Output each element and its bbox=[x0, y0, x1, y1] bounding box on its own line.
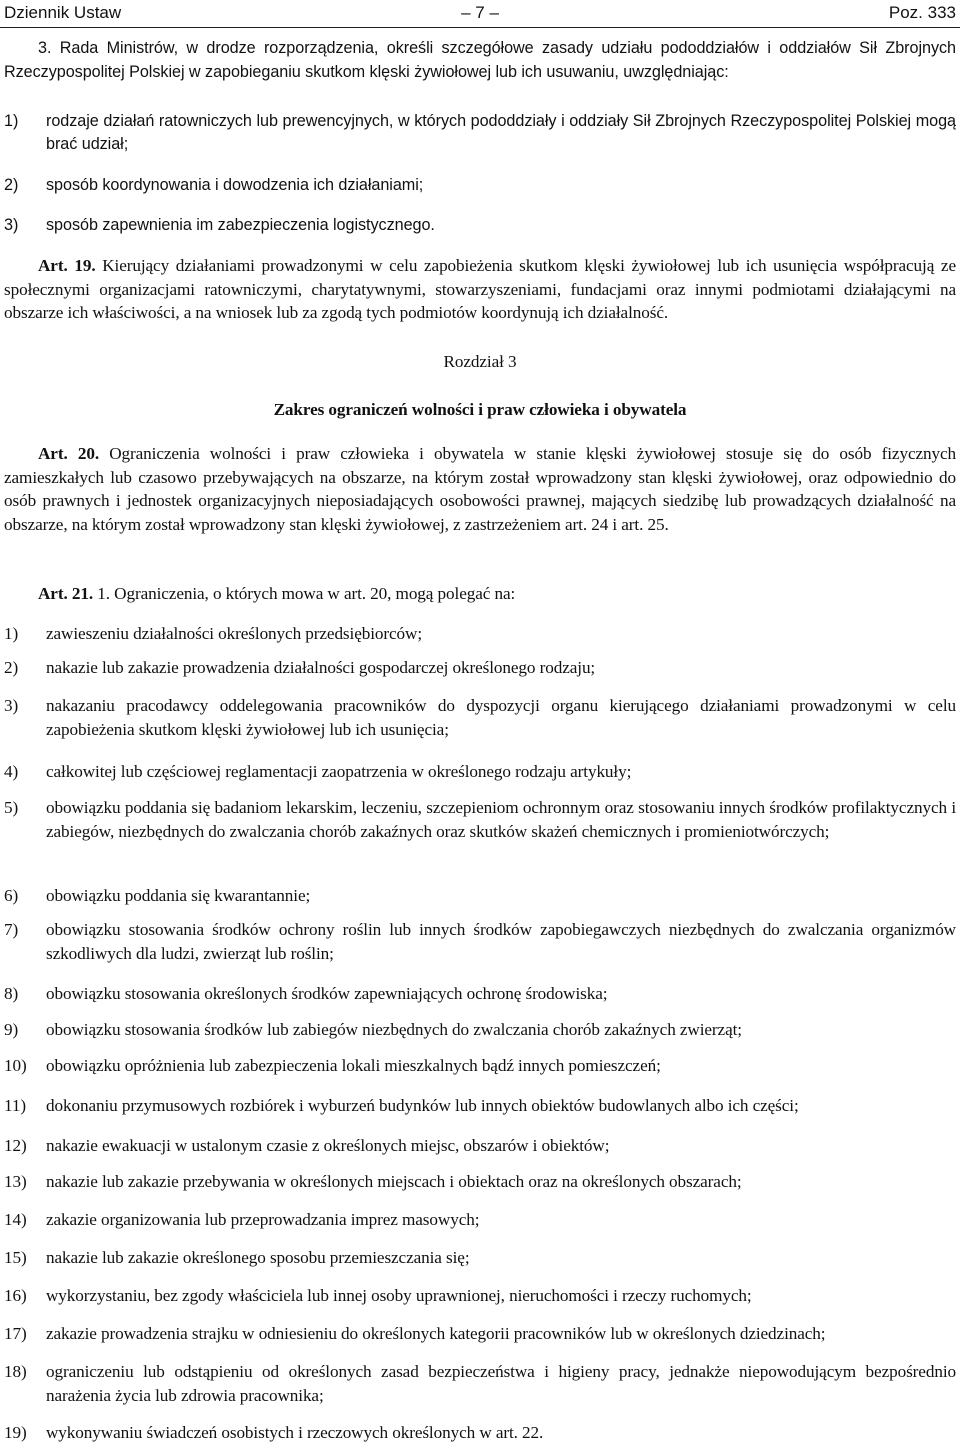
art21-item-11 bbox=[4, 1094, 956, 1118]
item-text: obowiązku poddania się badaniom lekarskim, leczeniu, szczepieniom ochronnym oraz stosowaniu innych środków profilaktycznych i zabiegów, niezbędnych do zwalczania chorób zakaźnych oraz skutków skażeń chemicznych i promieniotwórczych; bbox=[46, 798, 956, 841]
item-number: 2) bbox=[4, 176, 19, 194]
article-text: Kierujący działaniami prowadzonymi w celu zapobieżenia skutkom klęski żywiołowej lub ich usunięcia współpracują ze społecznymi organizacjami ratowniczymi, charytatywnymi, stowarzyszeniami, fundacjami oraz innymi podmiotami działającymi na obszarze ich właściwości, a na wniosek lub za zgodą tych podmiotów koordynują ich działalność. bbox=[4, 256, 956, 322]
art21-item-1 bbox=[4, 622, 956, 646]
article-label: Art. 21. bbox=[38, 584, 94, 603]
para3-item-3 bbox=[4, 214, 956, 237]
art21-item-18 bbox=[4, 1360, 956, 1407]
item-number: 13) bbox=[4, 1172, 27, 1191]
article-text: 1. Ograniczenia, o których mowa w art. 20, mogą polegać na: bbox=[97, 584, 516, 603]
item-number: 14) bbox=[4, 1210, 27, 1229]
art21-item-9 bbox=[4, 1018, 956, 1042]
item-number: 2) bbox=[4, 658, 19, 677]
header-divider bbox=[0, 27, 960, 28]
item-number: 1) bbox=[4, 624, 19, 643]
art21-item-10 bbox=[4, 1054, 956, 1078]
item-text: obowiązku poddania się kwarantannie; bbox=[46, 886, 311, 905]
item-text: całkowitej lub częściowej reglamentacji zaopatrzenia w określonego rodzaju artykuły; bbox=[46, 762, 632, 781]
item-text: nakazie lub zakazie przebywania w określonych miejscach i obiektach oraz na określonych obszarach; bbox=[46, 1172, 742, 1191]
item-number: 7) bbox=[4, 920, 19, 939]
position-number: Poz. 333 bbox=[888, 3, 956, 22]
item-number: 4) bbox=[4, 762, 19, 781]
item-text: obowiązku opróżnienia lub zabezpieczenia lokali mieszkalnych bądź innych pomieszczeń; bbox=[46, 1056, 661, 1075]
item-text: ograniczeniu lub odstąpieniu od określonych zasad bezpieczeństwa i higieny pracy, jednakże niepowodującym bezpośrednio narażenia życia lub zdrowia pracownika; bbox=[46, 1362, 956, 1405]
item-text: nakazie ewakuacji w ustalonym czasie z określonych miejsc, obszarów i obiektów; bbox=[46, 1136, 610, 1155]
paragraph-3-text: 3. Rada Ministrów, w drodze rozporządzenia, określi szczegółowe zasady udziału pododdziałów i oddziałów Sił Zbrojnych Rzeczypospolitej Polskiej w zapobieganiu skutkom klęski żywiołowej lub ich usuwaniu, uwzględniając: bbox=[4, 39, 956, 81]
para3-item-1 bbox=[4, 110, 956, 156]
art21-item-13 bbox=[4, 1170, 956, 1194]
item-number: 11) bbox=[4, 1096, 26, 1115]
item-text: zawieszeniu działalności określonych przedsiębiorców; bbox=[46, 624, 423, 643]
art21-item-15 bbox=[4, 1246, 956, 1270]
article-19 bbox=[4, 254, 956, 325]
art21-item-16 bbox=[4, 1284, 956, 1308]
item-text: sposób zapewnienia im zabezpieczenia logistycznego. bbox=[46, 216, 435, 234]
art21-item-12 bbox=[4, 1134, 956, 1158]
item-number: 17) bbox=[4, 1324, 27, 1343]
item-number: 3) bbox=[4, 696, 19, 715]
item-number: 3) bbox=[4, 216, 19, 234]
art21-item-8 bbox=[4, 982, 956, 1006]
item-text: nakazie lub zakazie określonego sposobu przemieszczania się; bbox=[46, 1248, 470, 1267]
art21-item-3 bbox=[4, 694, 956, 741]
item-number: 16) bbox=[4, 1286, 27, 1305]
item-text: zakazie prowadzenia strajku w odniesieniu do określonych kategorii pracowników lub w określonych dziedzinach; bbox=[46, 1324, 826, 1343]
item-number: 8) bbox=[4, 984, 19, 1003]
para3-item-2 bbox=[4, 174, 956, 197]
article-label: Art. 20. bbox=[38, 444, 100, 463]
item-text: obowiązku stosowania określonych środków zapewniających ochronę środowiska; bbox=[46, 984, 608, 1003]
item-text: nakazie lub zakazie prowadzenia działalności gospodarczej określonego rodzaju; bbox=[46, 658, 596, 677]
page-header bbox=[4, 2, 956, 26]
item-number: 12) bbox=[4, 1136, 27, 1155]
article-label: Art. 19. bbox=[38, 256, 96, 275]
item-text: obowiązku stosowania środków ochrony roślin lub innych środków zapobiegawczych niezbędnych do zwalczania organizmów szkodliwych dla ludzi, zwierząt lub roślin; bbox=[46, 920, 956, 963]
art21-item-17 bbox=[4, 1322, 956, 1346]
item-text: zakazie organizowania lub przeprowadzania imprez masowych; bbox=[46, 1210, 480, 1229]
item-number: 18) bbox=[4, 1362, 27, 1381]
item-text: dokonaniu przymusowych rozbiórek i wyburzeń budynków lub innych obiektów budowlanych albo ich części; bbox=[46, 1096, 799, 1115]
item-number: 1) bbox=[4, 112, 19, 130]
item-number: 19) bbox=[4, 1423, 27, 1442]
item-text: sposób koordynowania i dowodzenia ich działaniami; bbox=[46, 176, 424, 194]
item-text: wykorzystaniu, bez zgody właściciela lub innej osoby uprawnionej, nieruchomości i rzeczy ruchomych; bbox=[46, 1286, 752, 1305]
item-number: 10) bbox=[4, 1056, 27, 1075]
art21-item-7 bbox=[4, 918, 956, 965]
chapter-number: Rozdział 3 bbox=[443, 352, 517, 371]
item-number: 9) bbox=[4, 1020, 19, 1039]
item-number: 15) bbox=[4, 1248, 27, 1267]
item-text: nakazaniu pracodawcy oddelegowania pracowników do dyspozycji organu kierującego działaniami prowadzonymi w celu zapobieżenia skutkom klęski żywiołowej lub ich usunięcia; bbox=[46, 696, 956, 739]
item-text: obowiązku stosowania środków lub zabiegów niezbędnych do zwalczania chorób zakaźnych zwierząt; bbox=[46, 1020, 742, 1039]
item-text: wykonywaniu świadczeń osobistych i rzeczowych określonych w art. 22. bbox=[46, 1423, 544, 1442]
item-number: 6) bbox=[4, 886, 19, 905]
art21-item-5 bbox=[4, 796, 956, 843]
journal-title: Dziennik Ustaw bbox=[4, 3, 122, 22]
chapter-title: Zakres ograniczeń wolności i praw człowieka i obywatela bbox=[273, 400, 687, 419]
art21-item-14 bbox=[4, 1208, 956, 1232]
article-text: Ograniczenia wolności i praw człowieka i obywatela w stanie klęski żywiołowej stosuje się do osób fizycznych zamieszkałych lub czasowo przebywających na obszarze, na którym został wprowadzony stan klęski żywiołowej, oraz odpowiednio do osób prawnych i jednostek organizacyjnych nieposiadających osobowości prawnej, mających siedzibę lub prowadzących działalność na obszarze, na którym został wprowadzony stan klęski żywiołowej, z zastrzeżeniem art. 24 i art. 25. bbox=[4, 444, 957, 534]
item-number: 5) bbox=[4, 798, 19, 817]
article-20 bbox=[4, 442, 956, 536]
art21-item-6 bbox=[4, 884, 956, 908]
paragraph-3 bbox=[4, 37, 956, 84]
art21-item-2 bbox=[4, 656, 956, 680]
art21-item-19 bbox=[4, 1421, 956, 1445]
art21-item-4 bbox=[4, 760, 956, 784]
page-number: – 7 – bbox=[461, 3, 499, 22]
article-21 bbox=[4, 582, 956, 606]
item-text: rodzaje działań ratowniczych lub prewencyjnych, w których pododdziały i oddziały Sił Zbrojnych Rzeczypospolitej Polskiej mogą brać udział; bbox=[46, 112, 956, 153]
